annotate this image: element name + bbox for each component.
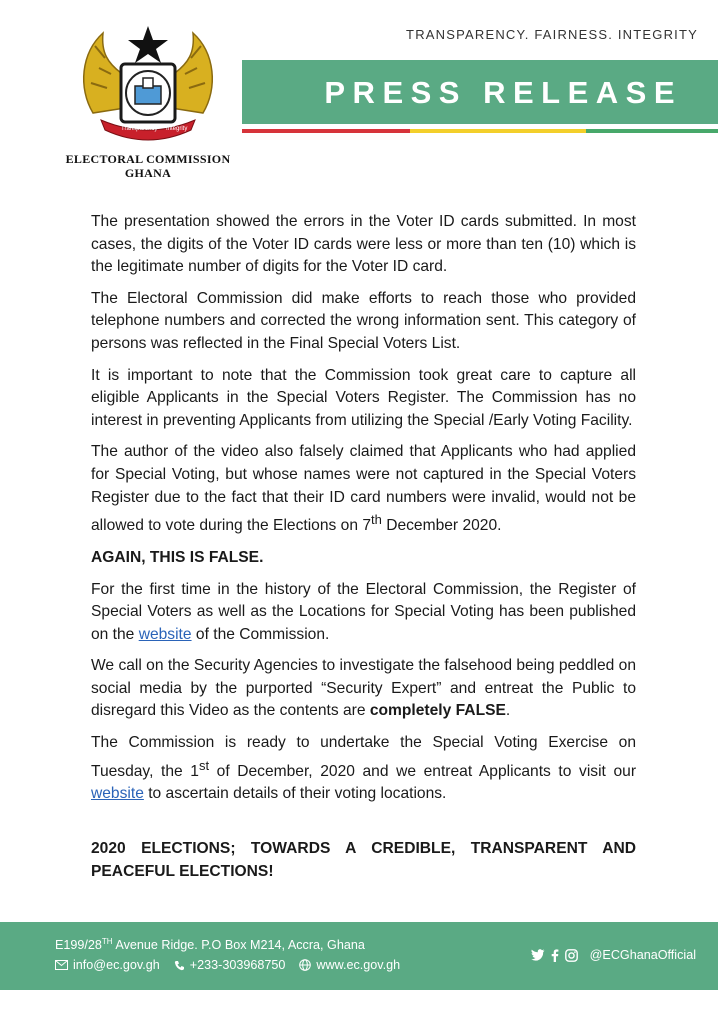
stripe-yellow [410, 129, 586, 133]
superscript: th [371, 512, 382, 528]
address-sup: TH [101, 937, 113, 946]
press-release-banner [242, 60, 718, 124]
paragraph-text: We call on the Security Agencies to investigate the falsehood being peddled on social media by the purported “Security Expert” and entreat the Public to disregard this Video as the contents are [91, 657, 636, 720]
paragraph [91, 655, 636, 723]
phone-text: +233-303968750 [189, 958, 286, 972]
banner-title: PRESS RELEASE [324, 75, 682, 110]
logo-ribbon-text: Transparency [121, 126, 158, 132]
paragraph-text: The author of the video also falsely claimed that Applicants who had applied for Special Voting, but whose names were not captured in the Special Voters Register due to the fact that their ID card numbers were invalid, would not be allowed to vote during the Elections on 7 [91, 443, 636, 535]
paragraph-text: of December, 2020 and we entreat Applicants to visit our [209, 762, 637, 780]
paragraph-text: . [505, 702, 511, 720]
paragraph-text: to ascertain details of their voting locations. [143, 785, 447, 803]
emphasis-text: completely FALSE [369, 702, 506, 720]
footer-contacts [55, 958, 400, 972]
website-link[interactable]: website [91, 785, 144, 803]
closing-slogan: 2020 ELECTIONS; TOWARDS A CREDIBLE, TRANSPARENT AND PEACEFUL ELECTIONS! [91, 840, 636, 880]
logo-ribbon-text: Integrity [166, 126, 188, 132]
social-handle: @ECGhanaOfficial [589, 948, 696, 962]
page-bottom-margin [0, 990, 718, 1024]
paragraph [91, 441, 636, 538]
paragraph: It is important to note that the Commission took great care to capture all eligible Applicants in the Special Voters Register. The Commission has no interest in preventing Applicants from utilizing the Special /Early Voting Facility. [91, 366, 636, 429]
phone-contact[interactable] [174, 958, 286, 972]
org-name [58, 152, 238, 180]
web-text: www.ec.gov.gh [316, 958, 401, 972]
footer-social[interactable] [531, 948, 696, 962]
stripe-green [586, 129, 718, 133]
tagline: TRANSPARENCY. FAIRNESS. INTEGRITY [406, 27, 698, 42]
facebook-icon[interactable] [551, 949, 559, 962]
paragraph: The presentation showed the errors in the Voter ID cards submitted. In most cases, the digits of the Voter ID cards were less or more than ten (10) which is the legitimate number of digits for the Voter ID card. [91, 213, 636, 276]
mail-icon [55, 960, 68, 970]
address-text: Avenue Ridge. P.O Box M214, Accra, Ghana [112, 938, 365, 953]
org-name-line1: ELECTORAL COMMISSION [65, 152, 231, 166]
email-text: info@ec.gov.gh [73, 958, 160, 972]
web-contact[interactable] [299, 958, 400, 972]
press-release-body [91, 211, 636, 892]
globe-icon [299, 959, 311, 971]
footer [0, 922, 718, 990]
phone-icon [174, 960, 185, 971]
org-name-line2: GHANA [124, 166, 172, 180]
false-heading: AGAIN, THIS IS FALSE. [91, 548, 264, 566]
paragraph-text: The Commission is ready to undertake the Special Voting Exercise on Tuesday, the 1 [91, 734, 636, 780]
paragraph-text: of the Commission. [191, 625, 330, 643]
website-link[interactable]: website [138, 625, 192, 643]
footer-address [55, 937, 365, 952]
stripe-red [242, 129, 410, 133]
instagram-icon[interactable] [565, 949, 578, 962]
paragraph-text: For the first time in the history of the Electoral Commission, the Register of Special Voters as well as the Locations for Special Voting has been published on the [91, 580, 636, 643]
paragraph [91, 579, 636, 647]
email-contact[interactable] [55, 958, 160, 972]
paragraph: The Electoral Commission did make efforts to reach those who provided telephone numbers and corrected the wrong information sent. This category of persons was reflected in the Final Special Voters List. [91, 289, 636, 352]
paragraph-text: December 2020. [381, 517, 502, 535]
twitter-icon[interactable] [531, 949, 545, 961]
superscript: st [198, 757, 210, 773]
coat-of-arms-logo [73, 18, 223, 148]
address-text: E199/28 [55, 938, 102, 953]
ec-logo [58, 18, 238, 180]
paragraph [91, 732, 636, 806]
